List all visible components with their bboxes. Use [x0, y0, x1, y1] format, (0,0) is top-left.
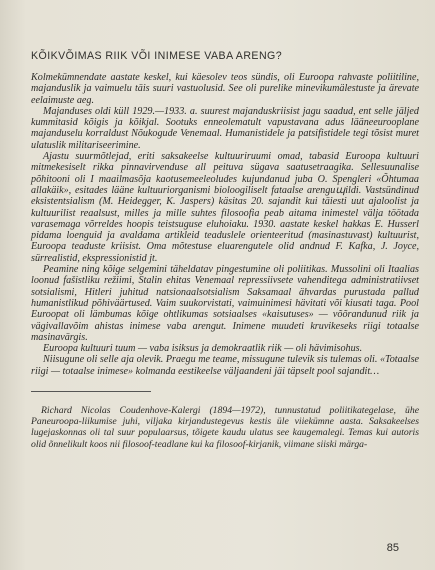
- footnote-divider: [31, 391, 151, 392]
- paragraph-1: Kolmekümnendate aastate keskel, kui käesolev teos sündis, oli Euroopa rahvaste poliitiline, majanduslik ja vaimuelu täis suuri vastuolusid. See oli purelike minevikumälestuste ja ärevate eelaimuste aeg.: [31, 72, 419, 106]
- page-number: 85: [386, 542, 399, 554]
- paragraph-6: Niisugune oli selle aja olevik. Praegu me teame, missugune tulevik sis tulemas oli. «Totaalse riigi — totaalse inimese» kolmanda eestikeelse väljaandeni jäi täpselt pool sajandit…: [31, 354, 419, 377]
- chapter-heading: KÕIKVÕIMAS RIIK VÕI INIMESE VABA ARENG?: [31, 50, 283, 62]
- footnote: Richard Nicolas Coudenhove-Kalergi (1894—1972), tunnustatud poliitikategelase, ühe Paneuroopa-liikumise juhi, viljaka kirjandustegevus kestis üle viiekümne aasta. Saksakeelses lugejaskonnas oli tal suur populaarsus, tõigete kaudu ulatus see kaugemalegi. Temas kui autoris olid õnnelikult koos nii filosoof-teadlane kui ka filosoof-kirjanik, viimane siiski märga-: [31, 405, 419, 450]
- body-text: [31, 72, 419, 377]
- paragraph-2: Majanduses oldi küll 1929.—1933. a. suurest majanduskriisist jagu saadud, ent selle jäljed kummitasid kõigis ja kõikjal. Sootuks enneolematult vapustavana adus lääneeurooplane majanduselu korraldust Nõukogude Venemaal. Humanistidele ja patsifistidele tegi tõsist muret ulatuslik militariseerimine.: [31, 105, 419, 151]
- paragraph-3: Ajastu suurmõtlejad, eriti saksakeelse kultuuriruumi omad, tabasid Euroopa kultuuri mitmekesiselt rikka pinnavirvenduse all peituva sügava saatusetraagika. Sellesuunalise põhitooni oli I maailmasõja kaotusemeeleoludes kujundanud juba O. Spengleri «Õhtumaa allakäik», esitades lääne kultuuriorganismi bioloogiliselt fataalse arenguպildi. Vastsündinud eksistentsialism (M. Heidegger, K. Jaspers) käsitas 20. sajandit kui täiesti uut ajaloolist ja kultuurilist reaalsust, milles ja mille suhtes filosoofia peab aitama inimestel välja töötada varasemaga võrreldes hoopis teistsuguse eluhoiaku. 1930. aastate keskel hakkas E. Husserl pidama loenguid ja avaldama artikleid teaduslele orienteeritud (masinastuvast) kultuurist, Euroopa teaduste kriisist. Oma mõtestuse eluarengutele olid andnud F. Kafka, J. Joyce, sürrealistid, ekspressionistid jt.: [31, 151, 419, 264]
- paragraph-5: Euroopa kultuuri tuum — vaba isiksus ja demokraatlik riik — oli hävimisohus.: [43, 343, 363, 355]
- paragraph-4: Peamine ning kõige selgemini täheldatav pingestumine oli poliitikas. Mussolini oli Itaalias loonud fašistliku režiimi, Stalin ehitas Venemaal repressiivsete vahenditega administratiivset sotsialismi, Hitleri juhitud natsionaalsotsialism Saksamaal ähvardas purustada pallud humanistlikud põhiväärtused. Vaim suukorvistati, vaimuinimesi hävitati või kiusati taga. Pool Euroopat oli lämbumas kõige ohtlikumas sotsiaalses «kaisutuses» — võõrandunud riik ja vägivallavõim ahistas inimese vaba arengut. Inimene muudeti kruvikeseks riigi totaalse masinavärgis.: [31, 264, 419, 343]
